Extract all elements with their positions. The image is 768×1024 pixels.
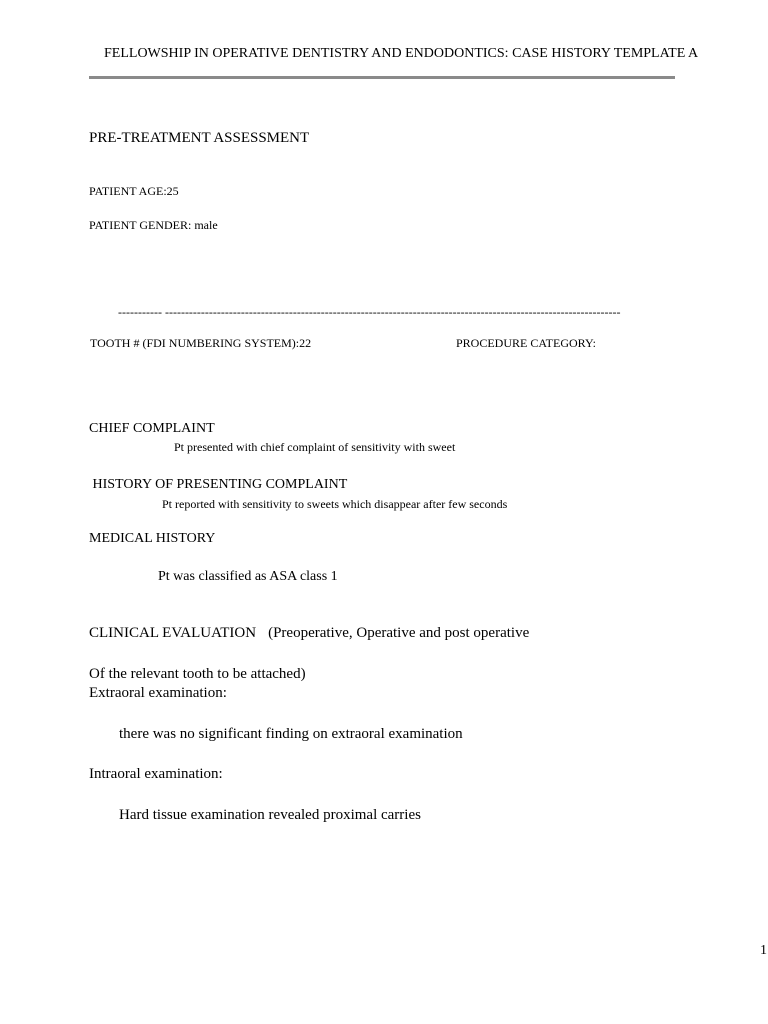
patient-gender-label: PATIENT GENDER — [89, 218, 189, 232]
clinical-evaluation-heading — [89, 625, 529, 642]
chief-complaint-text: Pt presented with chief complaint of sensitivity with sweet — [174, 440, 456, 454]
patient-age: PATIENT AGE:25 — [89, 184, 179, 198]
clinical-evaluation-note-cont: Of the relevant tooth to be attached) — [89, 666, 306, 682]
procedure-category: PROCEDURE CATEGORY: — [456, 336, 596, 350]
intraoral-label: Intraoral examination: — [89, 766, 223, 782]
intraoral-text: Hard tissue examination revealed proximal carries — [119, 807, 421, 823]
clinical-evaluation-title: CLINICAL EVALUATION — [89, 625, 257, 641]
history-heading: HISTORY OF PRESENTING COMPLAINT — [89, 477, 348, 492]
patient-gender-value: : male — [188, 218, 218, 232]
medical-history-heading: MEDICAL HISTORY — [89, 531, 216, 546]
history-text: Pt reported with sensitivity to sweets which disappear after few seconds — [162, 497, 508, 511]
extraoral-text: there was no significant finding on extraoral examination — [119, 726, 463, 742]
patient-gender — [89, 218, 218, 233]
page-number: 1 — [760, 943, 767, 958]
pre-treatment-heading: PRE-TREATMENT ASSESSMENT — [89, 130, 310, 146]
dashed-divider: ----------- ------------------------------------------------------------------------------------------------------------------ — [118, 305, 621, 319]
header-rule — [89, 76, 675, 79]
document-header-title: FELLOWSHIP IN OPERATIVE DENTISTRY AND ENDODONTICS: CASE HISTORY TEMPLATE A — [104, 46, 699, 61]
chief-complaint-heading: CHIEF COMPLAINT — [89, 421, 215, 436]
medical-history-text: Pt was classified as ASA class 1 — [158, 569, 338, 584]
clinical-evaluation-note: (Preoperative, Operative and post operative — [268, 625, 530, 641]
tooth-number: TOOTH # (FDI NUMBERING SYSTEM):22 — [90, 336, 312, 350]
extraoral-label: Extraoral examination: — [89, 685, 227, 701]
